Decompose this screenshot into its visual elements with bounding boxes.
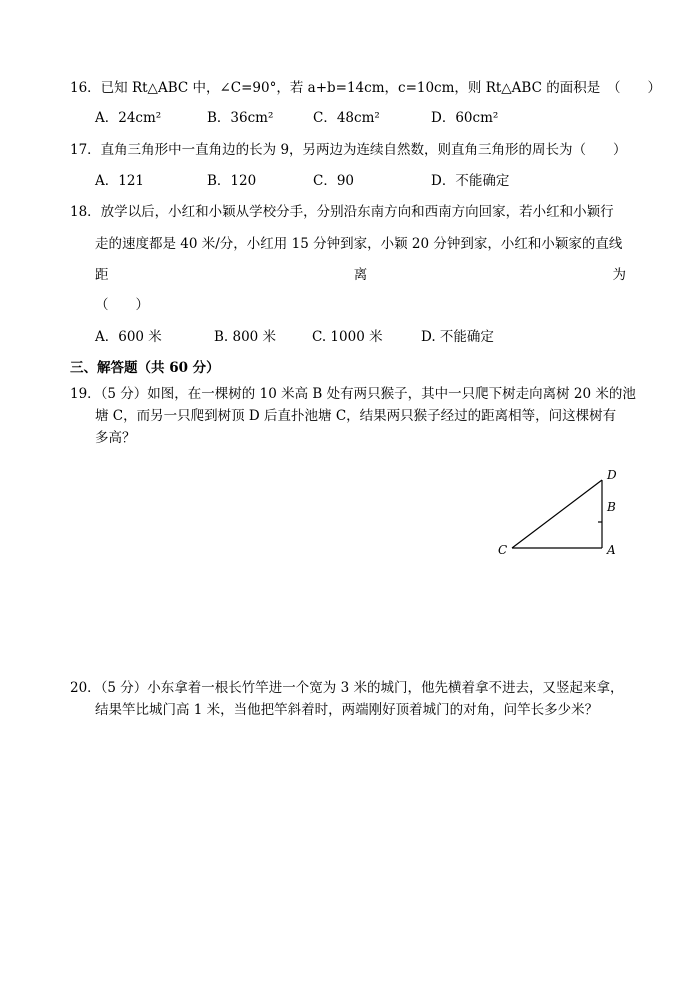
q19-line-3: 多高？ [95, 430, 136, 446]
figure-label-c: C [498, 543, 508, 557]
q20-line-2: 结果竿比城门高 1 米，当他把竿斜着时，两端刚好顶着城门的对角，问竿长多少米？ [95, 702, 599, 718]
q16-stem: 16．已知 Rt△ABC 中，∠C=90°，若 a+b=14cm，c=10cm，则 Rt△ABC 的面积是 （ ） [70, 80, 661, 96]
q20-line-1: 20．（5 分）小东拿着一根长竹竿进一个宽为 3 米的城门，他先横着拿不进去，又竖起来拿， [70, 680, 624, 696]
q16-option-d: D．60cm² [431, 110, 499, 126]
q18-option-d: D. 不能确定 [421, 329, 494, 345]
figure-label-a: A [607, 543, 616, 557]
q18-word-2: 离 [353, 267, 368, 283]
q18-word-1: 距 [95, 267, 109, 283]
q17-option-d: D．不能确定 [431, 173, 510, 189]
figure-label-b: B [607, 500, 616, 514]
q18-line-1: 18．放学以后，小红和小颖从学校分手，分别沿东南方向和西南方向回家，若小红和小颖行 [70, 204, 614, 220]
q17-option-b: B．120 [207, 173, 257, 189]
q18-option-c: C. 1000 米 [312, 329, 383, 345]
q18-line-2: 走的速度都是 40 米/分，小红用 15 分钟到家，小颖 20 分钟到家，小红和小颖家的直线 [95, 236, 623, 252]
q19-line-2: 塘 C，而另一只爬到树顶 D 后直扑池塘 C，结果两只猴子经过的距离相等，问这棵树有 [95, 408, 617, 424]
q18-line-4: （ ） [95, 297, 149, 313]
q17-stem: 17．直角三角形中一直角边的长为 9，另两边为连续自然数，则直角三角形的周长为（ ） [70, 142, 627, 158]
figure-label-d: D [607, 468, 617, 482]
q17-option-c: C．90 [313, 173, 355, 189]
q16-option-b: B．36cm² [207, 110, 274, 126]
q19-line-1: 19．（5 分）如图，在一棵树的 10 米高 B 处有两只猴子，其中一只爬下树走向离树 20 米的池 [70, 386, 636, 402]
q18-line-3 [95, 263, 626, 283]
q18-option-b: B. 800 米 [214, 329, 277, 345]
q18-option-a: A．600 米 [95, 329, 162, 345]
q16-option-a: A．24cm² [95, 110, 162, 126]
q17-option-a: A．121 [95, 173, 145, 189]
figure-line-cd [512, 480, 602, 548]
section-3-title: 三、解答题（共 60 分） [70, 360, 220, 376]
q19-figure [490, 462, 630, 566]
q16-option-c: C．48cm² [313, 110, 380, 126]
q18-word-3: 为 [612, 267, 626, 283]
